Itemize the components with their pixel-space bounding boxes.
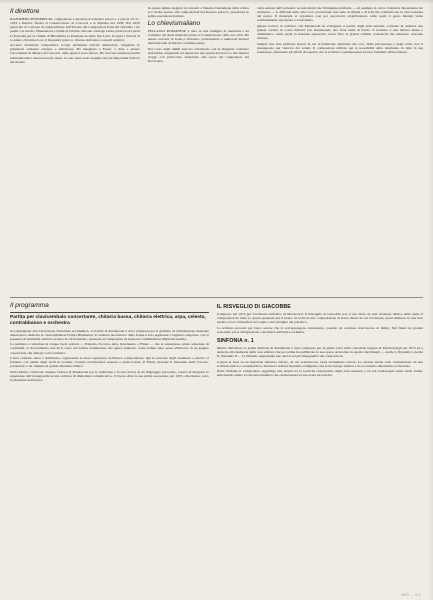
page-fold: [0, 0, 433, 4]
intro-paragraph-3: Sempre una fase piuttosto statica in cui il formicolio uniforme del coro, della percussione e degli archi crea il presupposto per l'entrata dei solisti. Il compositore utilizza qui le possibilità dello strumento in tutta la sua estensione, sfruttando gli effetti di sonorità che la scrittura contemporanea ha reso familiari all'ascoltatore.: [256, 41, 423, 54]
sinfonia-paragraph-1: Diretta dall'autore la prima Sinfonia di Penderecki è stata composta per la prima volta nella cattedrale inglese di Peterborough nel 1973 ed è dedicata alla memoria della casa editrice che per prima ha pubblicato le sue opere. Articolata in quattro movimenti — Arche I, Dynamis I, Arche II, Dynamis II — la Sinfonia rappresenta uno dei lavori più impegnativi del compositore.: [216, 345, 423, 359]
archive-stamp: MED — 5 D: [401, 593, 421, 597]
intro-paragraph-2: Questa tecnica di scrittura, che Penderecki ha sviluppato a partire dagli anni settanta, consente di ottenere una grande varietà di colori timbrici pur mantenendo una forte unità di fondo. Il risultato è una musica densa e drammatica, nella quale la tensione espressiva cresce fino ai grandi culmini orchestrali che chiudono ciascuna sezione.: [256, 23, 423, 41]
composer-paragraph-3: Nel corso degli ultimi anni ha collaborato con le maggiori orchestre sinfoniche, eseguendo un repertorio che spazia dal barocco alla musica d'oggi, con particolare attenzione alle opere dei compositori del Novecento.: [147, 46, 249, 63]
program-paragraph-3: L'Aria centrale, lenta e meditativa, rappresenta il cuore espressivo dell'intera composizione. Qui le sonorità degli strumenti a pizzico si fondono con quelle degli archi in sordina, creando un'atmosfera sospesa e quasi irreale. Il Finale riprende il materiale della Toccata, portandolo a un culmine di grande intensità ritmica.: [10, 355, 209, 369]
upper-columns: [10, 6, 423, 294]
program-rule: [10, 312, 209, 313]
director-paragraph-1: KAZIMIERZ PENDERECKI, compositore e direttore d'orchestra polacco, è nato il 23-11-1933 a Dębica. Studia al Conservatorio di Cracovia e si diploma nel 1958. Nel 1959 partecipa al concorso di composizione dell'Unione dei Compositori Polacchi vincendo i tre premi con Strofe, Emanazioni e Salmi di Davide. Del suo catalogo fanno parte lavori quali la Trenodia per le vittime di Hiroshima, la Passione secondo San Luca, le opere I diavoli di Loudun e Paradise Lost, il Requiem polacco, diverse sinfonie e concerti solistici.: [10, 17, 140, 42]
sinfonia-paragraph-2: L'opera si basa su un materiale tematico ridotto, da cui scaturiscono vaste architetture sonore. Le sezioni Arche sono caratterizzate da una scrittura statica e contemplativa, mentre le sezioni Dynamis sviluppano una forte energia ritmica e un accentuato dinamismo orchestrale.: [216, 359, 423, 368]
page-shade: [427, 0, 433, 600]
program-paragraph-1: Accompagnata alla trascrizione Ouverture accademica, la Partita di Penderecki è stata composta per il giubileo di un'istituzione musicale americana e dedicata al clavicembalista Felicja Blumental. Il carattere neoclassico della forma è solo apparente: l'organico singolare, con la presenza di strumenti elettrici accanto al clavicembalo, permette al compositore di esplorare combinazioni timbriche inedite.: [10, 328, 209, 341]
sinfonia-heading: SINFONIA n. 1: [216, 337, 254, 344]
director-column: [10, 6, 140, 294]
section-title-composer: Lo chievismaliano: [147, 20, 201, 28]
works-column: [217, 300, 423, 600]
partita-heading: Partita per clavicembalo concertante, chitarra bassa, chitarra elettrica, arpa, celesta, contrabbasso e orchestra: [10, 315, 206, 326]
lower-columns: [10, 300, 423, 600]
section-title-program: Il programma: [10, 302, 49, 309]
risveglio-paragraph-1: Composto nel 1974 per l'orchestra sinfonica di Montecarlo Il Risveglio di Giacobbe trae il suo titolo da una citazione biblica dalla quale il compositore ha tratto lo spunto generale per il brano. Si tratta di una composizione di breve durata in cui l'orchestra, quasi immersa in una luce irreale, evoca l'atmosfera del sogno e del risveglio del patriarca.: [216, 312, 423, 325]
section-divider: [10, 297, 423, 298]
program-paragraph-2: La partitura è articolata in cinque brevi sezioni — Preludio, Toccata, Aria, Intermezzo e Finale — che si susseguono senza soluzione di continuità. Il clavicembalo non ha il ruolo del solista tradizionale, ma agisce piuttosto come primus inter pares all'interno di un gruppo concertante che dialoga con l'orchestra.: [10, 342, 209, 355]
program-paragraph-4: Nella Partita convivono dunque l'amore di Penderecki per la tradizione e la sua ricerca di un linguaggio personale, capace di integrare le esperienze dell'avanguardia in una scrittura di immediata comunicativa. Il lavoro ebbe la sua prima esecuzione nel 1972 a Rochester, sotto la direzione dell'autore.: [10, 369, 209, 382]
composer-paragraph-1: In queste ultime stagioni di concerti a Venezia l'attenzione della critica si è rivolta spesso alle composizioni del maestro polacco, presentate in prima esecuzione italiana.: [147, 6, 249, 19]
risveglio-heading: IL RISVEGLIO DI GIACOBBE: [216, 304, 291, 310]
intro-paragraph-1: varie sezioni dell'orchestra: accade infatti che l'immagine primaria — ad esempio la curva cromatica discendente del clarinetto — si diffonda nelle altre voci, producendo una serie di riflessi e di echi che costituiscono la vera sostanza del pezzo. Il materiale si organizza così per successive stratificazioni, nelle quali il gesto iniziale viene continuamente riproposto e trasformato.: [256, 6, 423, 23]
intro-column: [257, 6, 423, 294]
risveglio-paragraph-2: La scrittura procede per fasce sonore che si sovrappongono lentamente, creando un continuo trascolorare di timbri. Nel finale un grande crescendo porta all'esplosione conclusiva dell'intera orchestra.: [216, 325, 423, 334]
composer-paragraph-2: PELLAGIO ROMANESE è nato in una famiglia di musicisti e ha compiuto gli studi musicali presso il Conservatorio della sua città. Ha tenuto concerti in Italia e all'estero, partecipando a numerosi festival internazionali di musica contemporanea.: [147, 29, 249, 46]
sinfonia-paragraph-3: Nella Sinfonia il compositore raggiunge una sintesi tra le tecniche sonoristiche degli anni sessanta e un più tradizionale senso della forma, anticipando quella svolta neoromantica che caratterizzerà le sue opere successive.: [216, 369, 423, 378]
director-paragraph-2: Accanto all'attività compositiva svolge un'intensa attività direttoriale, dirigendo le principali orchestre europee e americane. Ha insegnato a Essen, a Yale e presso l'Accademia di Musica di Cracovia, della quale è stato rettore. Ha ricevuto numerosi premi internazionali e lauree honoris causa. Le sue opere sono eseguite nei più importanti festival del mondo.: [10, 43, 140, 64]
composer-column: [148, 6, 249, 294]
program-column: [10, 300, 209, 600]
section-title-director: Il direttore: [10, 8, 40, 15]
